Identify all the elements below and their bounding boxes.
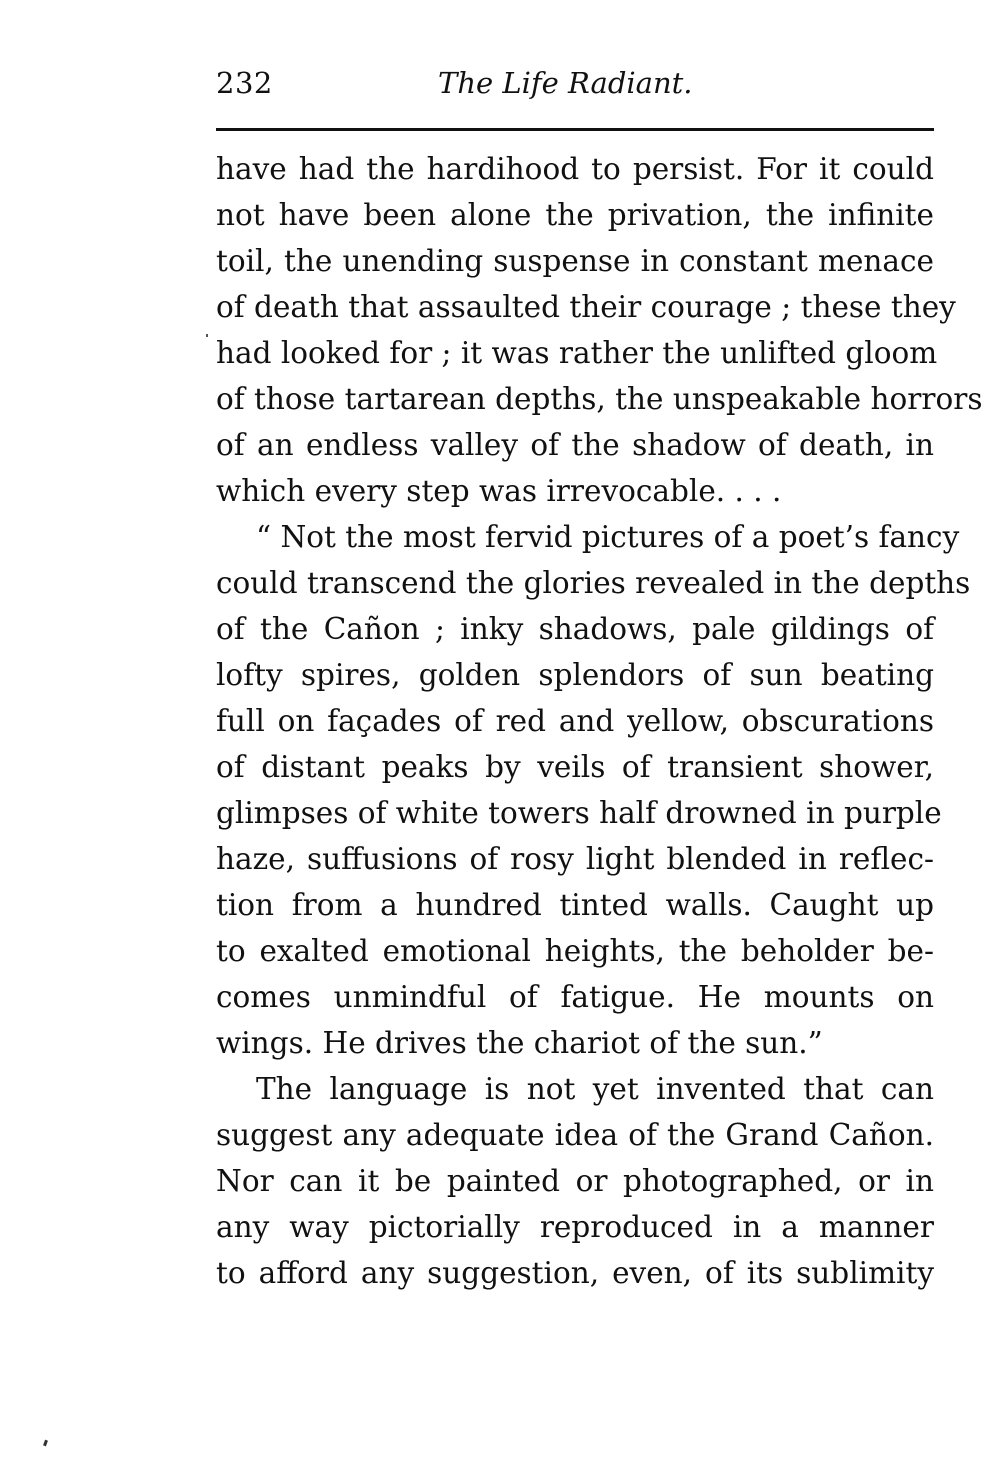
paragraph-1 bbox=[216, 146, 983, 514]
text-line: toil, the unending suspense in constant menace bbox=[216, 244, 934, 278]
text-line: could transcend the glories revealed in the depths bbox=[216, 566, 971, 600]
text-line: had looked for ; it was rather the unlifted gloom bbox=[216, 336, 938, 370]
text-line: “ Not the most fervid pictures of a poet’s fancy bbox=[256, 520, 960, 554]
text-line: suggest any adequate idea of the Grand Cañon. bbox=[216, 1118, 934, 1152]
text-line: Nor can it be painted or photographed, or in bbox=[216, 1164, 934, 1198]
text-line: of distant peaks by veils of transient shower, bbox=[216, 750, 934, 784]
body-text bbox=[216, 146, 983, 1296]
text-line: comes unmindful of fatigue. He mounts on bbox=[216, 980, 934, 1014]
text-line: glimpses of white towers half drowned in purple bbox=[216, 796, 942, 830]
print-speck bbox=[43, 1440, 48, 1447]
page-number: 232 bbox=[216, 66, 273, 100]
text-line: to afford any suggestion, even, of its sublimity bbox=[216, 1256, 934, 1290]
text-line: full on façades of red and yellow, obscurations bbox=[216, 704, 934, 738]
text-line: haze, suffusions of rosy light blended in reflec- bbox=[216, 842, 934, 876]
print-speck bbox=[206, 334, 208, 337]
page-header bbox=[216, 66, 934, 110]
text-line: any way pictorially reproduced in a manner bbox=[216, 1210, 934, 1244]
text-line: wings. He drives the chariot of the sun.” bbox=[216, 1026, 823, 1060]
text-line: The language is not yet invented that can bbox=[256, 1072, 934, 1106]
paragraph-2 bbox=[216, 514, 971, 1066]
text-line: of an endless valley of the shadow of death, in bbox=[216, 428, 934, 462]
text-line: tion from a hundred tinted walls. Caught up bbox=[216, 888, 934, 922]
text-line: of those tartarean depths, the unspeakable horrors bbox=[216, 382, 983, 416]
text-line: of death that assaulted their courage ; these they bbox=[216, 290, 956, 324]
running-title: The Life Radiant. bbox=[438, 66, 693, 100]
text-line: lofty spires, golden splendors of sun beating bbox=[216, 658, 934, 692]
paragraph-3 bbox=[216, 1066, 934, 1296]
header-rule bbox=[216, 128, 934, 131]
text-line: which every step was irrevocable. . . . bbox=[216, 474, 782, 508]
text-line: to exalted emotional heights, the beholder be- bbox=[216, 934, 934, 968]
text-line: not have been alone the privation, the infinite bbox=[216, 198, 934, 232]
text-line: of the Cañon ; inky shadows, pale gildings of bbox=[216, 612, 934, 646]
text-line: have had the hardihood to persist. For it could bbox=[216, 152, 934, 186]
